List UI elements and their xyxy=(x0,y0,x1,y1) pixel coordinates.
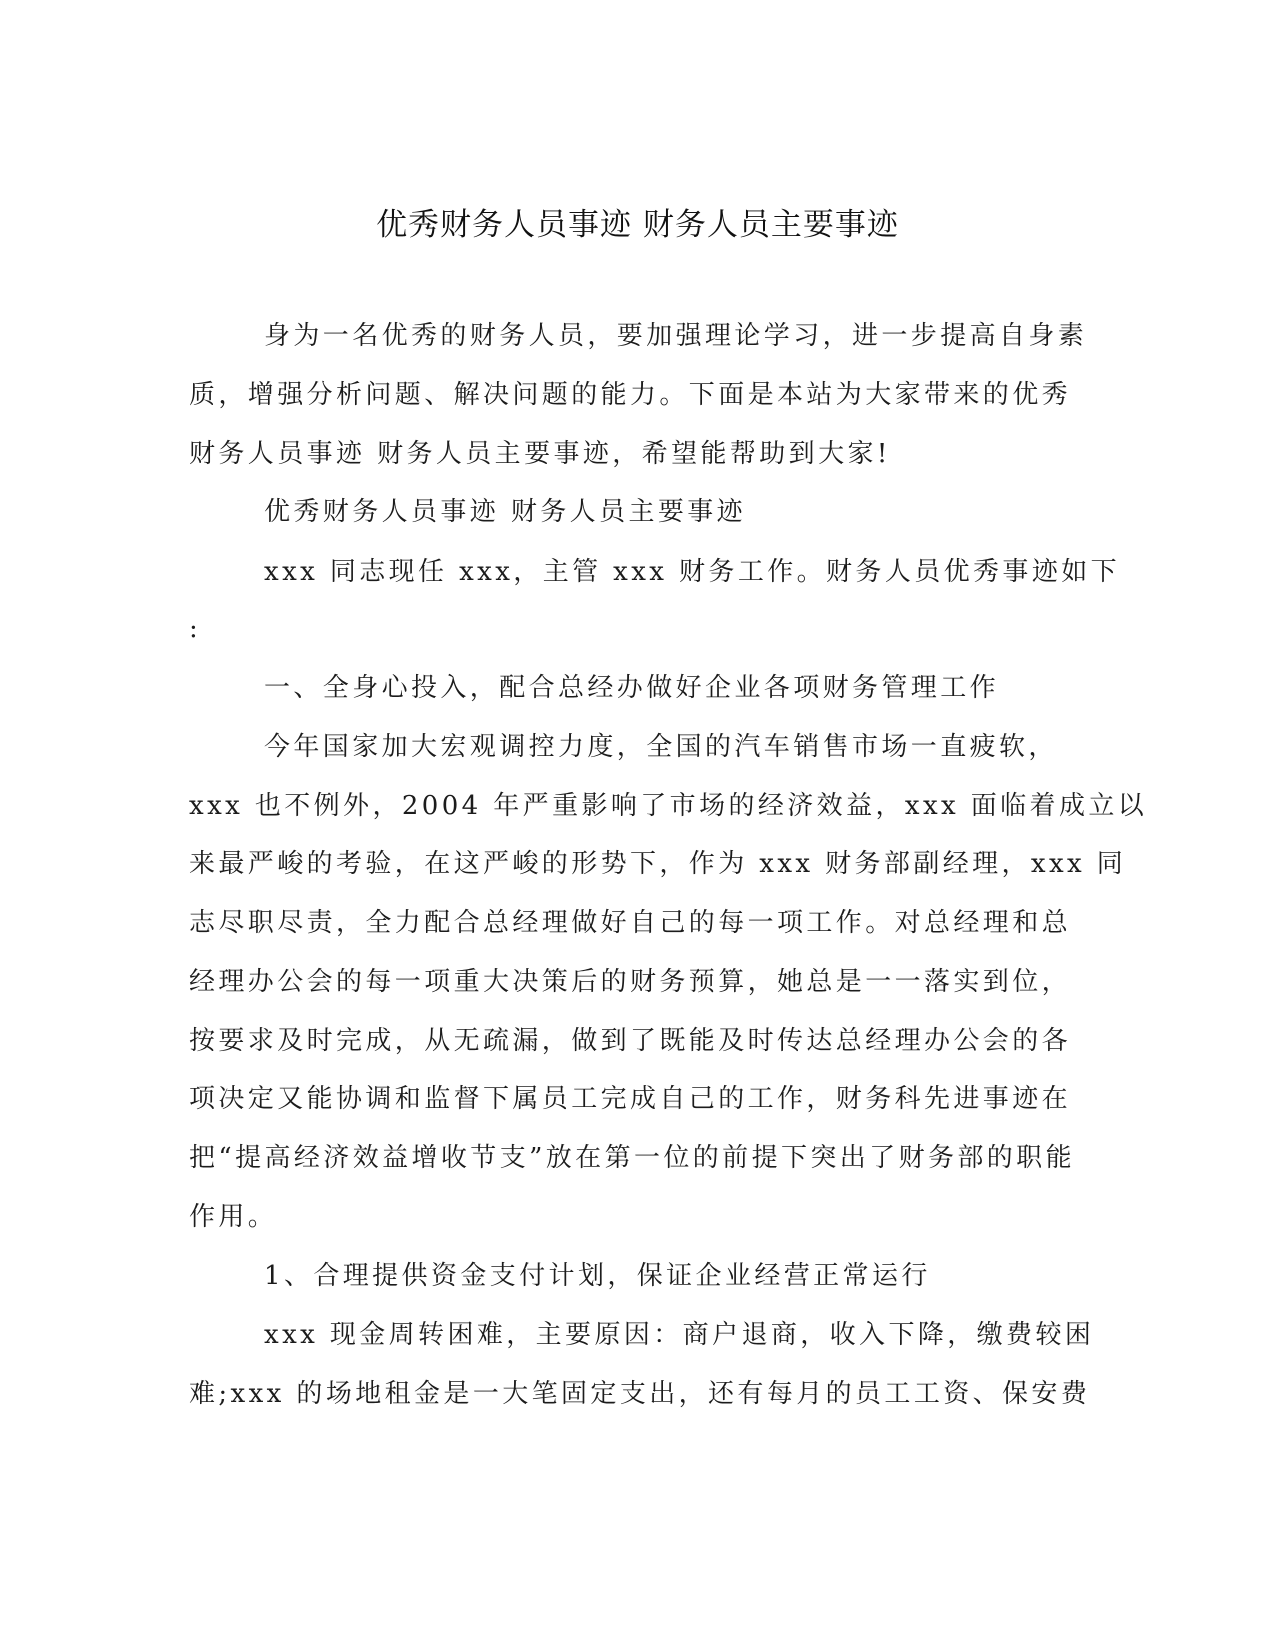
section-heading: 1、合理提供资金支付计划，保证企业经营正常运行 xyxy=(264,1261,931,1291)
paragraph-line: 作用。 xyxy=(189,1202,278,1232)
document-title: 优秀财务人员事迹 财务人员主要事迹 xyxy=(376,207,899,243)
paragraph-line: 经理办公会的每一项重大决策后的财务预算，她总是一一落实到位， xyxy=(189,967,1072,997)
paragraph-line: xxx 也不例外，2004 年严重影响了市场的经济效益，xxx 面临着成立以 xyxy=(189,791,1148,821)
paragraph-line: 来最严峻的考验，在这严峻的形势下，作为 xxx 财务部副经理，xxx 同 xyxy=(189,849,1127,879)
subheading-line: 优秀财务人员事迹 财务人员主要事迹 xyxy=(264,497,747,527)
paragraph-line: 难;xxx 的场地租金是一大笔固定支出，还有每月的员工工资、保安费 xyxy=(189,1379,1091,1409)
paragraph-line: xxx 现金周转困难，主要原因：商户退商，收入下降，缴费较困 xyxy=(264,1320,1095,1350)
paragraph-line: : xyxy=(189,614,202,644)
paragraph-line: 志尽职尽责，全力配合总经理做好自己的每一项工作。对总经理和总 xyxy=(189,908,1072,938)
paragraph-line: 把“提高经济效益增收节支”放在第一位的前提下突出了财务部的职能 xyxy=(189,1143,1075,1173)
paragraph-line: xxx 同志现任 xxx，主管 xxx 财务工作。财务人员优秀事迹如下 xyxy=(264,557,1121,587)
paragraph-line: 身为一名优秀的财务人员，要加强理论学习，进一步提高自身素 xyxy=(264,321,1088,351)
paragraph-line: 质，增强分析问题、解决问题的能力。下面是本站为大家带来的优秀 xyxy=(189,380,1072,410)
section-heading: 一、全身心投入，配合总经办做好企业各项财务管理工作 xyxy=(264,673,1000,703)
paragraph-line: 财务人员事迹 财务人员主要事迹，希望能帮助到大家! xyxy=(189,439,891,469)
paragraph-line: 项决定又能协调和监督下属员工完成自己的工作，财务科先进事迹在 xyxy=(189,1084,1072,1114)
paragraph-line: 今年国家加大宏观调控力度，全国的汽车销售市场一直疲软， xyxy=(264,732,1058,762)
paragraph-line: 按要求及时完成，从无疏漏，做到了既能及时传达总经理办公会的各 xyxy=(189,1026,1072,1056)
